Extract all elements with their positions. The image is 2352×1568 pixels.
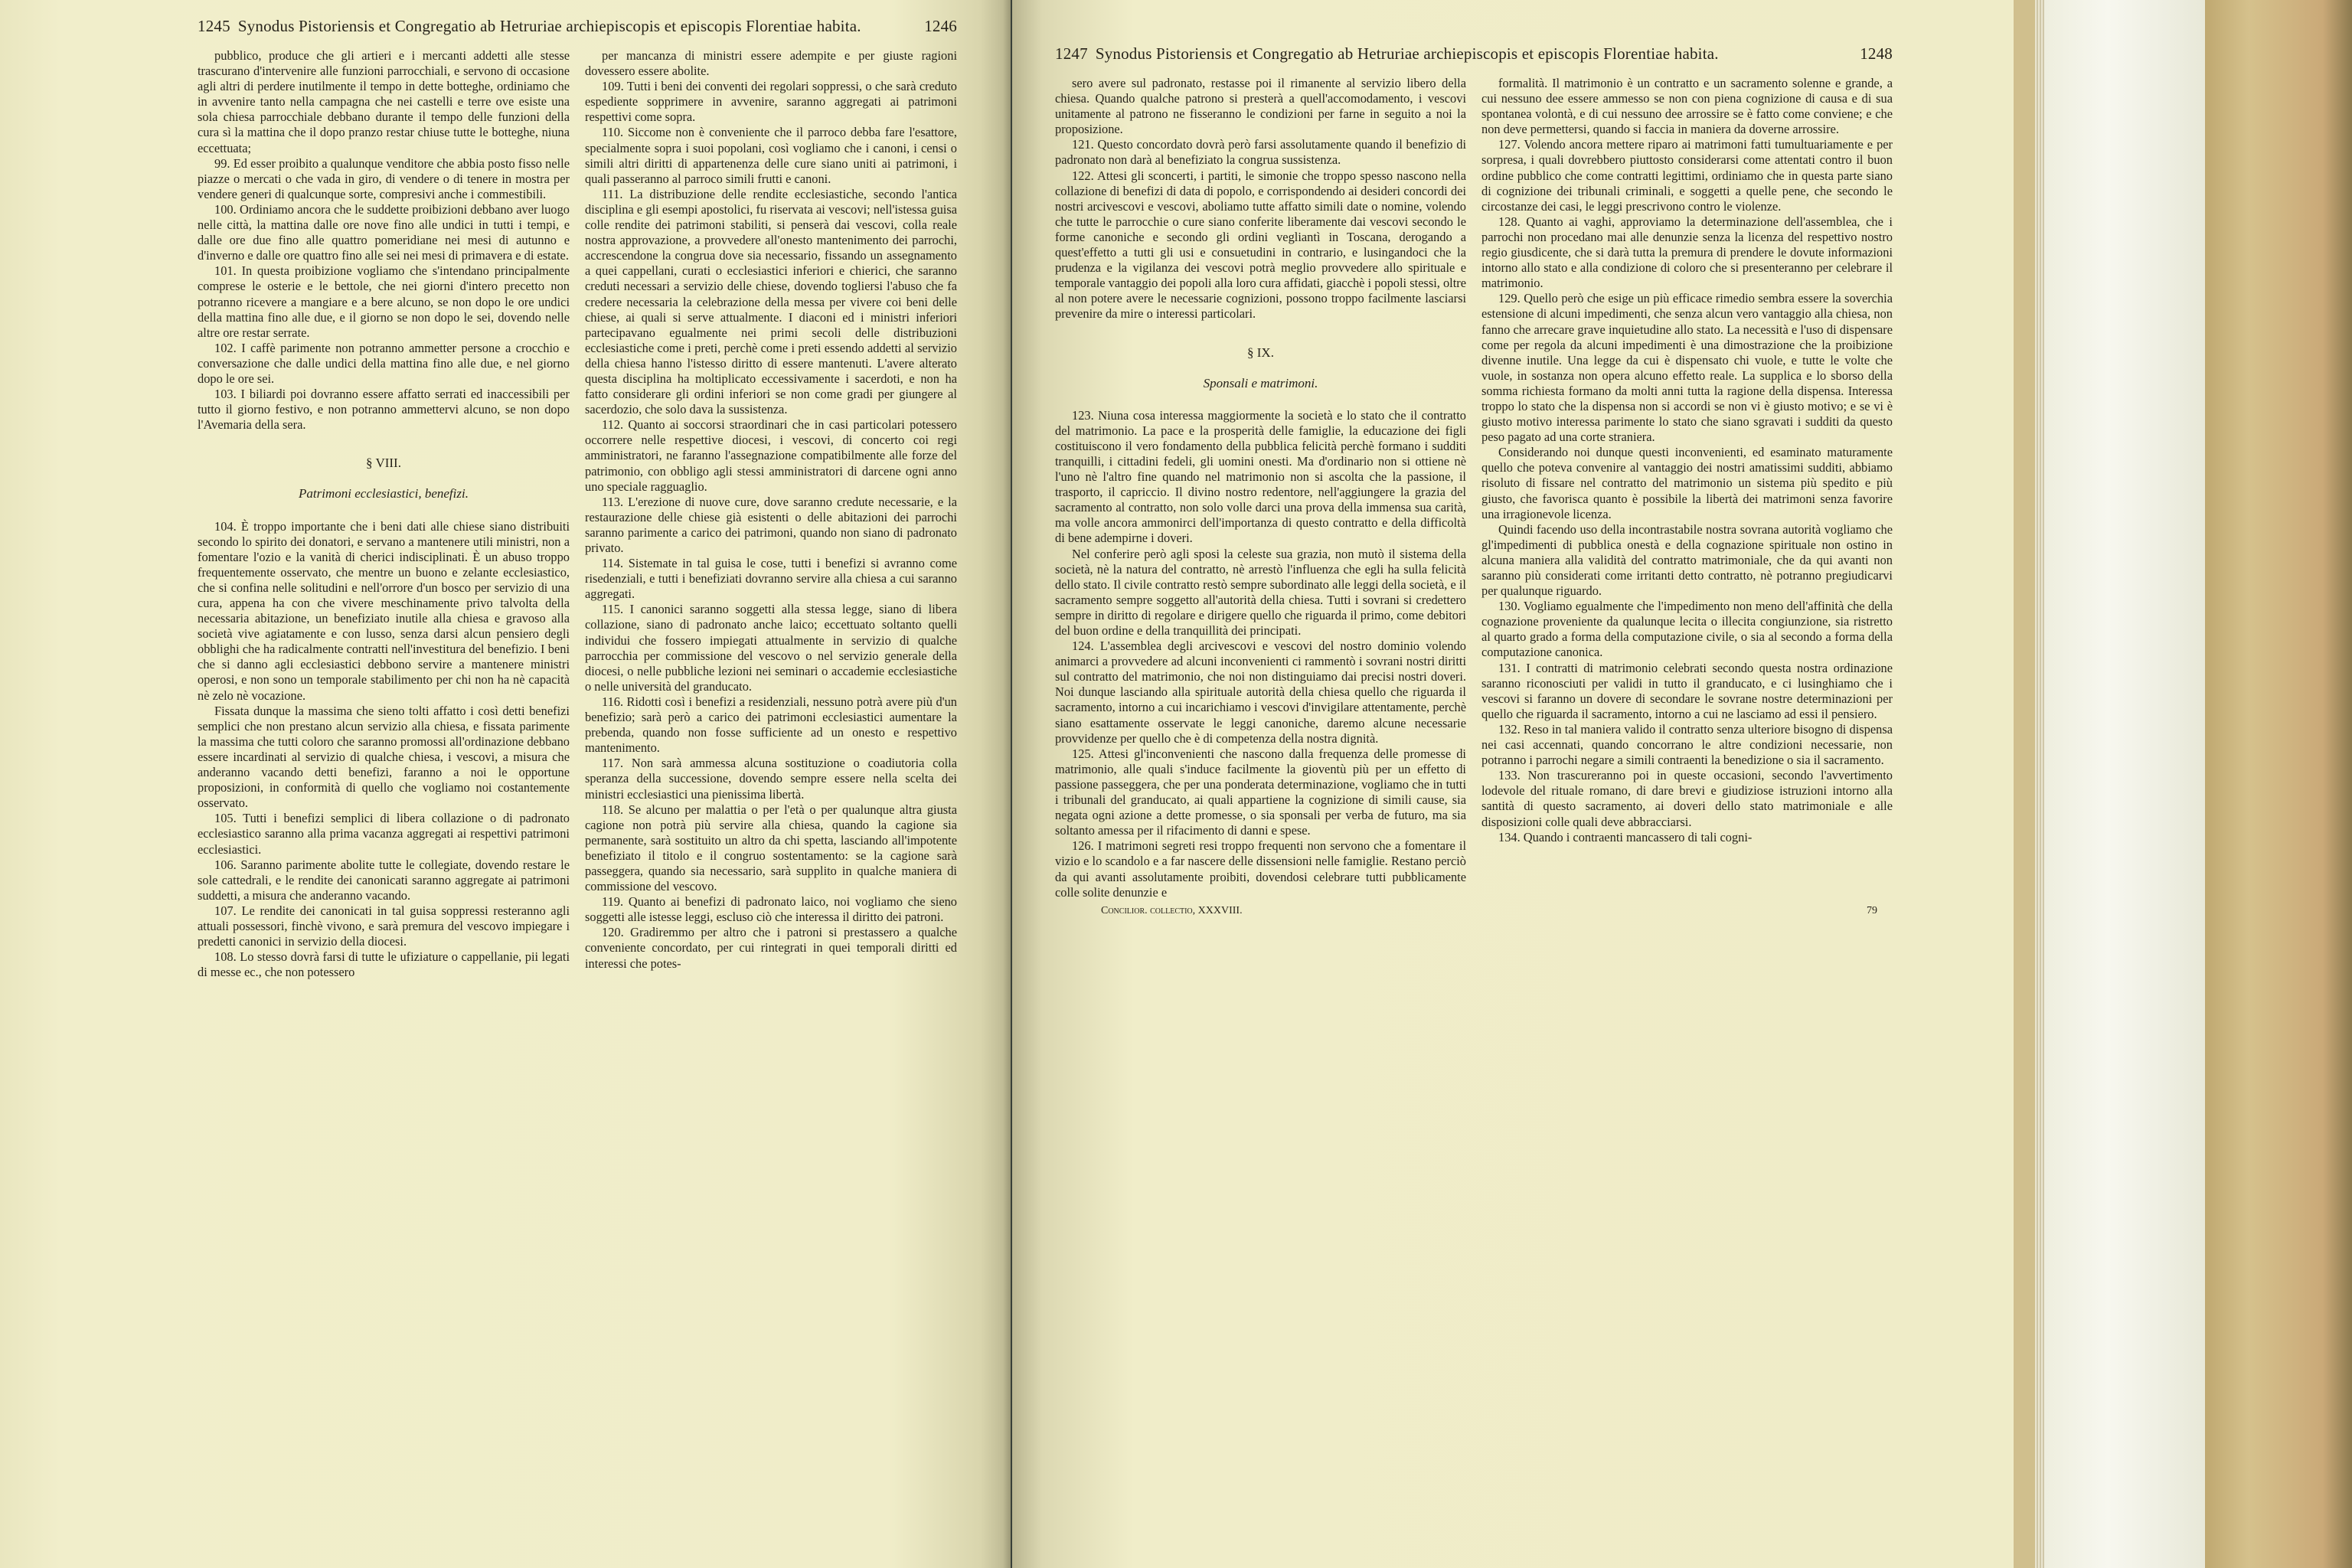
- footer-signature: Concilior. collectio, XXXVIII.: [1101, 904, 1243, 916]
- paragraph: 123. Niuna cosa interessa maggiormente la società e lo stato che il contratto del matrimonio. La pace e la prosperità delle famiglie, la educazione dei figli costituiscono il vero fondamento della pubblica felicità perchè formano i sudditi tranquilli, i cittadini fedeli, gli uomini onesti. Ma d'ordinario non si ottiene nè l'uno nè l'altro fine quando nel matrimonio non si ascolta che la passione, il trasporto, il capriccio. Il divino nostro redentore, nell'aggiungere la grazia del sacramento al contratto, non solo volle darci una prova della immensa sua carità, ma volle ancora ammonirci dell'importanza di questo contratto e della difficoltà di bene adempirne i doveri.: [1055, 407, 1466, 546]
- section-heading: § VIII.: [366, 456, 401, 471]
- paragraph: 130. Vogliamo egualmente che l'impedimento non meno dell'affinità che della cognazione proveniente da qualunque lecita o illecita congiunzione, sia ristretto al quarto grado a forma della computazione civile, o sia al secondo a forma della computazione canonica.: [1481, 599, 1893, 660]
- paragraph: 128. Quanto ai vaghi, approviamo la determinazione dell'assemblea, che i parrochi non procedano mai alle denunzie senza la licenza del respettivo nostro regio giusdicente, che si darà tutta la premura di prendere le dovute informazioni intorno allo stato e alla condizione di coloro che si presenteranno per celebrare il matrimonio.: [1481, 214, 1893, 291]
- paragraph: sero avere sul padronato, restasse poi il rimanente al servizio libero della chiesa. Quando qualche patrono si presterà a quell'accomodamento, i vescovi unitamente al patrono ne fisseranno le condizioni per farne in seguito a noi la proposizione.: [1055, 76, 1466, 137]
- paragraph: 102. I caffè parimente non potranno ammetter persone a crocchio e conversazione che dalle undici della mattina fino alle due, e nel giorno dopo le ore sei.: [198, 340, 570, 386]
- paragraph: 114. Sistemate in tal guisa le cose, tutti i benefizi si avranno come risedenziali, e tutti i benefiziati dovranno servire alla chiesa a cui saranno aggregati.: [585, 556, 957, 602]
- paragraph-group: [198, 48, 570, 433]
- paragraph: 132. Reso in tal maniera valido il contratto senza ulteriore bisogno di dispensa nei casi accennati, quando concorrano le altre condizioni necessarie, non potranno i parrochi negare a simili contraenti la benedizione o sia il sacramento.: [1481, 721, 1893, 768]
- running-head-right: [1055, 44, 1893, 64]
- paragraph: 125. Attesi gl'inconvenienti che nascono dalla frequenza delle promesse di matrimonio, alle quali s'induce facilmente la gioventù più per un effetto di passione passeggera, che per una ponderata determinazione, vogliamo che in tutti i tribunali del granducato, ai quali appartiene la cognizione di simili cause, sia negata ogni azione a dette promesse, o sia sponsali per verba de futuro, ma sia soltanto amessa per il rifacimento di danni e spese.: [1055, 746, 1466, 838]
- paragraph: 118. Se alcuno per malattia o per l'età o per qualunque altra giusta cagione non potrà più servire alla chiesa, quando la cagione sia permanente, sarà sostituito un altro da chi spetta, lasciando all'impotente benefiziato il titolo e il congruo sostentamento: se la cagione sarà passeggera, quando sia necessario, sarà supplito in qualche maniera di commissione del vescovo.: [585, 802, 957, 894]
- paragraph: 112. Quanto ai soccorsi straordinari che in casi particolari potessero occorrere nelle respettive diocesi, i vescovi, di concerto coi regi amministratori, ne faranno l'assegnazione compatibilmente alle forze del patrimonio, con obbligo agli stessi amministratori di darcene ogni anno uno speciale ragguaglio.: [585, 417, 957, 494]
- paragraph: 108. Lo stesso dovrà farsi di tutte le ufiziature o cappellanie, pii legati di messe ec., che non potessero: [198, 949, 570, 980]
- text-columns: [1055, 76, 1893, 900]
- paragraph: 129. Quello però che esige un più efficace rimedio sembra essere la soverchia estensione di alcuni impedimenti, che senza alcun vero vantaggio alla chiesa, non fanno che arrecare grave inquietudine allo stato. La necessità e l'uso di dispensare come per regola da alcuni impedimenti è una dimostrazione che la proibizione divenne inutile. Una legge da cui è dispensato chi vuole, e tutte le volte che vuole, in sostanza non opera alcuno effetto reale. La supplica e lo sborso della somma richiesta formano da molti anni tutta la ragione della dispensa. Interessa troppo lo stato che la dispensa non si accordi se non vi è giusto motivo; e se vi è giusto motivo interessa parimente lo stato che siano sgravati i sudditi da questo peso pagato ad una corte straniera.: [1481, 291, 1893, 445]
- endpaper: [2044, 0, 2205, 1568]
- paragraph: 106. Saranno parimente abolite tutte le collegiate, dovendo restare le sole cattedrali, e le rendite dei canonicati saranno aggregate ai patrimoni suddetti, a misura che anderanno vacando.: [198, 857, 570, 903]
- running-head-left: [198, 17, 957, 36]
- paragraph: 120. Gradiremmo per altro che i patroni si prestassero a qualche conveniente concordato, per cui rintegrati in quei temporali diritti ed interessi che potes-: [585, 925, 957, 971]
- paragraph: 117. Non sarà ammessa alcuna sostituzione o coadiutoria colla speranza della successione, dovendo sempre essere nella scelta dei ministri ecclesiastici una pienissima libertà.: [585, 756, 957, 802]
- paragraph: Quindi facendo uso della incontrastabile nostra sovrana autorità vogliamo che gl'impedimenti di pubblica onestà e della cognazione spirituale non ostino in alcuna maniera alla validità del contratto matrimoniale, che da qui avanti non saranno più considerati come irritanti detto contratto, nè potranno pregiudicarvi per qualunque riguardo.: [1481, 521, 1893, 599]
- paragraph: 110. Siccome non è conveniente che il parroco debba fare l'esattore, specialmente sopra i suoi popolani, così vogliamo che i canoni, i censi o simili altri diritti di appartenenza delle cure siano uniti ai patrimoni, i quali passeranno al parroco simili frutti e canoni.: [585, 125, 957, 186]
- paragraph: 99. Ed esser proibito a qualunque venditore che abbia posto fisso nelle piazze o mercati o che vada in giro, di vendere o di tenere in mostra per vendere generi di qualcunque sorte, compresivi anche i commestibili.: [198, 155, 570, 201]
- paragraph: per mancanza di ministri essere adempite e per giuste ragioni dovessero essere abolite.: [585, 48, 957, 79]
- paragraph: 119. Quanto ai benefizi di padronato laico, noi vogliamo che sieno soggetti alle istesse leggi, escluso ciò che interessa il diritto dei patroni.: [585, 894, 957, 925]
- paragraph-group: [1055, 76, 1466, 322]
- text-column-1: [198, 48, 570, 980]
- running-title: Synodus Pistoriensis et Congregatio ab Hetruriae archiepiscopis et episcopis Florentiae habita.: [237, 17, 861, 35]
- running-title: Synodus Pistoriensis et Congregatio ab Hetruriae archiepiscopis et episcopis Florentiae habita.: [1095, 44, 1719, 63]
- paragraph: 104. È troppo importante che i beni dati alle chiese siano distribuiti secondo lo spirito dei donatori, e servano a mantenere utili ministri, non a fomentare l'ozio e la vanità di cherici indisciplinati. È un abuso troppo frequentemente osservato, che mentre un buono e zelante ecclesiastico, che si confina nelle solitudini e nell'orrore d'un bosco per servizio di una cura, appena ha con che vivere meschinamente privo talvolta della necessaria abitazione, un benefiziato inutile alla chiesa e gravoso alla società vive agiatamente e con lusso, senza darsi alcun pensiero degli obblighi che ha radicalmente contratti nell'investitura del benefizio. I beni che si danno agli ecclesiastici debbono servire a mantenere ministri operosi, e non sono un temporale stabilimento per chi non ha nè capacità nè zelo nè vocazione.: [198, 518, 570, 703]
- text-column-2: [1481, 76, 1893, 900]
- page-number: 1245: [198, 17, 230, 35]
- text-column-1: [1055, 76, 1466, 900]
- paragraph: 131. I contratti di matrimonio celebrati secondo questa nostra ordinazione saranno riconosciuti per validi in tutto il granducato, e ci lusinghiamo che i vescovi si faranno un dovere di secondare le sovrane nostre determinazioni per quello che riguarda il sacramento, intorno a cui ne lasciamo ad essi il pensiero.: [1481, 660, 1893, 721]
- page-number: 1248: [1860, 44, 1893, 63]
- right-page: [1012, 0, 2024, 1568]
- paragraph-group: [1481, 76, 1893, 845]
- paragraph: Considerando noi dunque questi inconvenienti, ed esaminato maturamente quello che poteva convenire al vantaggio dei nostri amatissimi sudditi, abbiamo risoluto di fissare nel contratto del matrimonio un sistema più spedito e più giusto, che favorisca quanto è possibile la libertà dei matrimoni senza favorire una irragionevole licenza.: [1481, 445, 1893, 521]
- paragraph-group: [1055, 408, 1466, 900]
- paragraph-group: [198, 519, 570, 981]
- text-columns: [198, 48, 957, 980]
- paragraph: 100. Ordiniamo ancora che le suddette proibizioni debbano aver luogo nelle città, la mattina dalle ore nove fino alle undici in tutti i tempi, e dalle ore due fino alle quattro pomeridiane nei mesi di autunno e d'inverno e dalle ore quattro fino alle sei nei mesi di primavera e di estate.: [198, 201, 570, 263]
- paragraph: 116. Ridotti così i benefizi a residenziali, nessuno potrà avere più d'un benefizio; sarà però a carico dei patrimoni ecclesiastici aumentare la prebenda, quando non fosse sufficiente ad un onesto e respettivo mantenimento.: [585, 694, 957, 756]
- paragraph: 103. I biliardi poi dovranno essere affatto serrati ed inaccessibili per tutto il giorno festivo, e non potranno ammettervi alcuno, se non dopo l'Avemaria della sera.: [198, 387, 570, 433]
- paragraph: 113. L'erezione di nuove cure, dove saranno credute necessarie, e la restaurazione delle chiese già esistenti o delle abitazioni dei parrochi saranno parimente a carico dei patrimoni, quando non siano di padronato privato.: [585, 494, 957, 555]
- paragraph: 121. Questo concordato dovrà però farsi assolutamente quando il benefizio di padronato non darà al benefiziato la congrua sussistenza.: [1055, 137, 1466, 168]
- paragraph: 115. I canonici saranno soggetti alla stessa legge, siano di libera collazione, siano di padronato anche laico; eccettuato soltanto quelli individui che fossero impiegati attualmente in servizio di qualche parrocchia per commissione del vescovo o nel servizio generale della diocesi, o nelle pubbliche lezioni nei seminari o accademie ecclesiastiche o nelle università del granducato.: [585, 602, 957, 694]
- page-footer: [1055, 905, 1893, 917]
- left-page: [0, 0, 1011, 1568]
- page-number: 1246: [924, 17, 957, 35]
- paragraph: 111. La distribuzione delle rendite ecclesiastiche, secondo l'antica disciplina e gli esempi apostolici, fu riservata ai vescovi; nell'istessa guisa colle rendite dei patrimoni stabiliti, si penserà dai vescovi, colla reale nostra approvazione, a provvedere all'onesto mantenimento dei parrochi, accrescendone la congrua dove sia necessario, fissando un assegnamento a quei cappellani, curati o ecclesiastici inferiori e chierici, che saranno creduti necessari a servizio delle chiese, dovendo togliersi l'abuso che fa credere necessaria la celebrazione della messa per vivere coi beni delle chiese, ai quali si serve attualmente. I diaconi ed i ministri inferiori partecipavano egualmente nei primi secoli delle distribuzioni ecclesiastiche come i preti, perchè come i preti essendo addetti al servizio della chiesa hanno l'istesso diritto di essere mantenuti. L'avere alterato questa disciplina ha moltiplicato eccessivamente i sacerdoti, e non ha fatto considerare gli ordini inferiori se non come gradi per giungere al sacerdozio, che solo dava la sussistenza.: [585, 186, 957, 417]
- paragraph: formalità. Il matrimonio è un contratto e un sacramento solenne e grande, a cui nessuno dee essere ammesso se non con piena cognizione di causa e di sua spontanea volontà, e di cui nessuno dee arrossire se è fatto come conviene; e che non deve permettersi, quando si faccia in maniera da doverne arrossire.: [1481, 76, 1893, 137]
- paragraph: 127. Volendo ancora mettere riparo ai matrimoni fatti tumultuariamente e per sorpresa, i quali dovrebbero piuttosto considerarsi come attentati contro il buon ordine pubblico che come contratti legittimi, ordiniamo che in questa parte siano di cognizione dei tribunali criminali, e soggetti a quelle pene, che secondo le circostanze dei casi, le leggi prescrivono contro le violenze.: [1481, 137, 1893, 214]
- cover-board: [2205, 0, 2352, 1568]
- book-edge-and-cover: [2014, 0, 2352, 1568]
- footer-sheet-number: 79: [1867, 904, 1877, 916]
- section-title: Sponsali e matrimoni.: [1203, 375, 1318, 390]
- paragraph: Nel conferire però agli sposi la celeste sua grazia, non mutò il sistema della società, nè la natura del contratto, nè arrestò l'influenza che egli ha sulla felicità dello stato. Il civile contratto restò sempre subordinato alle leggi della società, e il sacramento sempre soggetto all'autorità della chiesa. Tutti i sovrani si credettero sempre in diritto di regolare e dirigere quello che riguarda il primo, come debitori del buon ordine e della tranquillità dei principati.: [1055, 546, 1466, 638]
- paragraph: 105. Tutti i benefizi semplici di libera collazione o di padronato ecclesiastico saranno alla prima vacanza aggregati ai respettivi patrimoni ecclesiastici.: [198, 811, 570, 857]
- paragraph: 124. L'assemblea degli arcivescovi e vescovi del nostro dominio volendo animarci a provvedere ad alcuni inconvenienti ci rammentò i sovrani nostri diritti sul contratto del matrimonio, che noi non distinguiamo dai precisi nostri doveri. Noi dunque lasciando alla spirituale autorità della chiesa quello che riguarda il sacramento, intorno a cui incarichiamo i vescovi d'invigilare attentamente, perchè siano esattamente osservate le leggi canoniche, daremo alcune necessarie provvidenze per quello che è di competenza della nostra dignità.: [1055, 639, 1466, 746]
- paragraph: 134. Quando i contraenti mancassero di tali cogni-: [1498, 829, 1753, 844]
- paragraph: 126. I matrimoni segreti resi troppo frequenti non servono che a fomentare il vizio e lo scandolo e a far nascere delle dissensioni nelle famiglie. Restano perciò da qui avanti assolutamente proibiti, dovendosi celebrare tutti pubblicamente colle solite denunzie e: [1055, 838, 1466, 900]
- paragraph-group: [585, 48, 957, 972]
- paragraph: 122. Attesi gli sconcerti, i partiti, le simonie che troppo spesso nascono nella collazione di benefizi di data di popolo, e corrispondendo ai desideri concordi dei nostri arcivescovi e vescovi, aboliamo tutte affatto simili date o nomine, volendo che tutte le parrocchie o cure siano conferite liberamente dai vescovi secondo le forme canoniche e secondo gli ordini vegliantì in Toscana, derogando a quest'effetto a tutti gli usi e consuetudini in contrario, e lusingandoci che la prudenza e la vigilanza dei vescovi potrà meglio provvedere allo spirituale e temporale vantaggio dei popoli alla loro cura affidati, giacchè i popoli stessi, oltre al non potere avere le necessarie cognizioni, possono troppo facilmente lasciarsi prevenire da mire o interessi particolari.: [1055, 168, 1466, 322]
- text-column-2: [585, 48, 957, 980]
- section-title: Patrimoni ecclesiastici, benefizi.: [299, 486, 469, 501]
- paragraph: 107. Le rendite dei canonicati in tal guisa soppressi resteranno agli attuali possessori, finchè vivono, e sarà premura del vescovo impiegare i predetti canonici in servizio della diocesi.: [198, 903, 570, 949]
- paragraph: pubblico, produce che gli artieri e i mercanti addetti alle stesse trascurano d'intervenire alle funzioni parrocchiali, e servono di occasione agli altri di perdere inutilmente il tempo in dette botteghe, ordiniamo che in avvenire tanto nella campagna che nei castelli e terre ove esiste una sola chiesa parrocchiale debbano durante il tempo delle funzioni della cura sì la mattina che il dopo pranzo restar chiuse tutte le botteghe, niuna eccettuata;: [198, 48, 570, 155]
- paragraph: 109. Tutti i beni dei conventi dei regolari soppressi, o che sarà creduto espediente sopprimere in avvenire, saranno aggregati ai patrimoni respettivi come sopra.: [585, 79, 957, 125]
- section-heading: § IX.: [1247, 345, 1274, 360]
- page-number: 1247: [1055, 44, 1088, 63]
- paragraph: 133. Non trascureranno poi in queste occasioni, secondo l'avvertimento lodevole del rituale romano, di dare brevi e giudiziose istruzioni intorno alla santità di questo sacramento, ai doveri dello stato matrimoniale e alle disposizioni colle quali deve abbracciarsi.: [1481, 768, 1893, 829]
- paragraph: Fissata dunque la massima che sieno tolti affatto i così detti benefizi semplici che non prestano alcun servizio alla chiesa, e fissata parimente la massima che tutti coloro che saranno promossi all'ordinazione debbano essere incardinati al servizio di qualche chiesa, i vescovi, a misura che anderanno vacando detti benefizi, faranno a noi le opportune proposizioni, in conformità di quello che vogliamo noi costantemente osservato.: [198, 703, 570, 811]
- paragraph: 101. In questa proibizione vogliamo che s'intendano principalmente comprese le osterie e le bettole, che nei giorni d'intero precetto non potranno ricevere a mangiare e a bere alcuno, se non dopo le ore undici della mattina fino alle due, e il giorno se non dopo le sei, dovendo nelle altre ore restar serrate.: [198, 263, 570, 340]
